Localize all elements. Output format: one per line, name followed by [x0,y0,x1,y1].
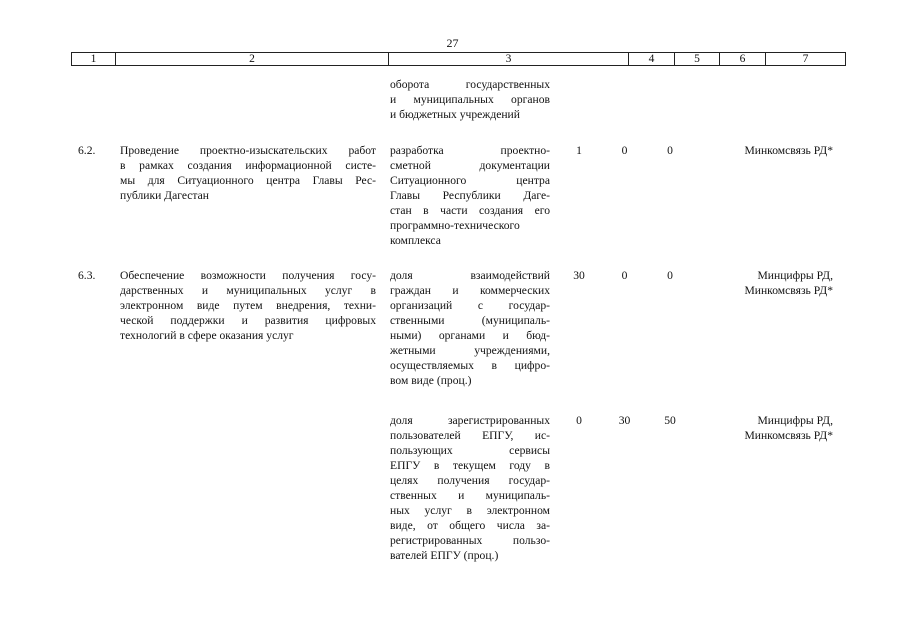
text-line: публики Дагестан [120,189,209,202]
text-line: ственных и муниципаль- [390,489,550,502]
header-col-6: 6 [720,53,766,65]
executor [693,268,833,298]
text-line: Минцифры РД, [757,269,833,282]
value-col-6: 0 [667,269,673,282]
text-line: Минкомсвязь РД* [744,429,833,442]
text-line: стан в части создания его [390,204,550,217]
indicator-text [390,413,550,563]
value-col-4: 1 [576,144,582,157]
value-col-4: 30 [573,269,585,282]
text-line: технологий в сфере оказания услуг [120,329,294,342]
text-line: Обеспечение возможности получения госу- [120,269,376,282]
text-line: оборота государственных [390,78,550,91]
header-col-5: 5 [675,53,720,65]
text-line: виде, от общего числа за- [390,519,550,532]
text-line: осуществляемых в цифро- [390,359,550,372]
text-line: и бюджетных учреждений [390,108,520,121]
text-line: ЕПГУ в текущем году в [390,459,550,472]
text-line: доля зарегистрированных [390,414,550,427]
text-line: комплекса [390,234,441,247]
page-number: 27 [446,36,459,50]
text-line: вателей ЕПГУ (проц.) [390,549,499,562]
text-line: Минцифры РД, [757,414,833,427]
indicator-text [390,268,550,388]
text-line: организаций с государ- [390,299,550,312]
executor [693,413,833,443]
value-col-5: 0 [621,144,628,157]
text-line: ственными (муниципаль- [390,314,550,327]
text-line: пользующих сервисы [390,444,550,457]
text-line: вом виде (проц.) [390,374,472,387]
text-line: в рамках создания информационной систе- [120,159,376,172]
header-col-3: 3 [389,53,629,65]
text-line: доля взаимодействий [390,269,550,282]
value-col-6: 0 [667,144,673,157]
row-number: 6.2. [78,144,96,157]
text-line: Главы Республики Даге- [390,189,550,202]
measure-name [120,143,376,203]
text-line: мы для Ситуационного центра Главы Рес- [120,174,376,187]
text-line: регистрированных пользо- [390,534,550,547]
row-number: 6.3. [78,269,96,282]
measure-name [120,268,376,343]
value-col-6: 50 [664,414,676,427]
text-line: ческой поддержки и развития цифровых [120,314,376,327]
text-line: и муниципальных органов [390,93,550,106]
text-line: пользователей ЕПГУ, ис- [390,429,550,442]
text-line: ными) органами и бюд- [390,329,550,342]
text-line: сметной документации [390,159,550,172]
indicator-text [390,143,550,248]
text-line: Ситуационного центра [390,174,550,187]
header-col-7: 7 [802,53,809,65]
text-line: жетными учреждениями, [390,344,550,357]
text-line: Проведение проектно-изыскательских работ [120,144,376,157]
text-line: разработка проектно- [390,144,550,157]
text-line: дарственных и муниципальных услуг в [120,284,376,297]
text-line: граждан и коммерческих [390,284,550,297]
value-col-5: 0 [621,269,628,282]
executor [693,143,833,158]
table-header [71,52,846,66]
text-line: целях получения государ- [390,474,550,487]
header-col-1: 1 [72,53,116,65]
text-line: Минкомсвязь РД* [744,284,833,297]
text-line: Минкомсвязь РД* [744,144,833,157]
text-line: ных услуг в электронном [390,504,550,517]
value-col-4: 0 [576,414,582,427]
text-line: программно-технического [390,219,520,232]
header-col-4: 4 [629,53,675,65]
value-col-5: 30 [618,414,631,427]
continuation-indicator [390,77,550,122]
header-col-2: 2 [116,53,389,65]
text-line: электронном виде путем внедрения, техни- [120,299,376,312]
